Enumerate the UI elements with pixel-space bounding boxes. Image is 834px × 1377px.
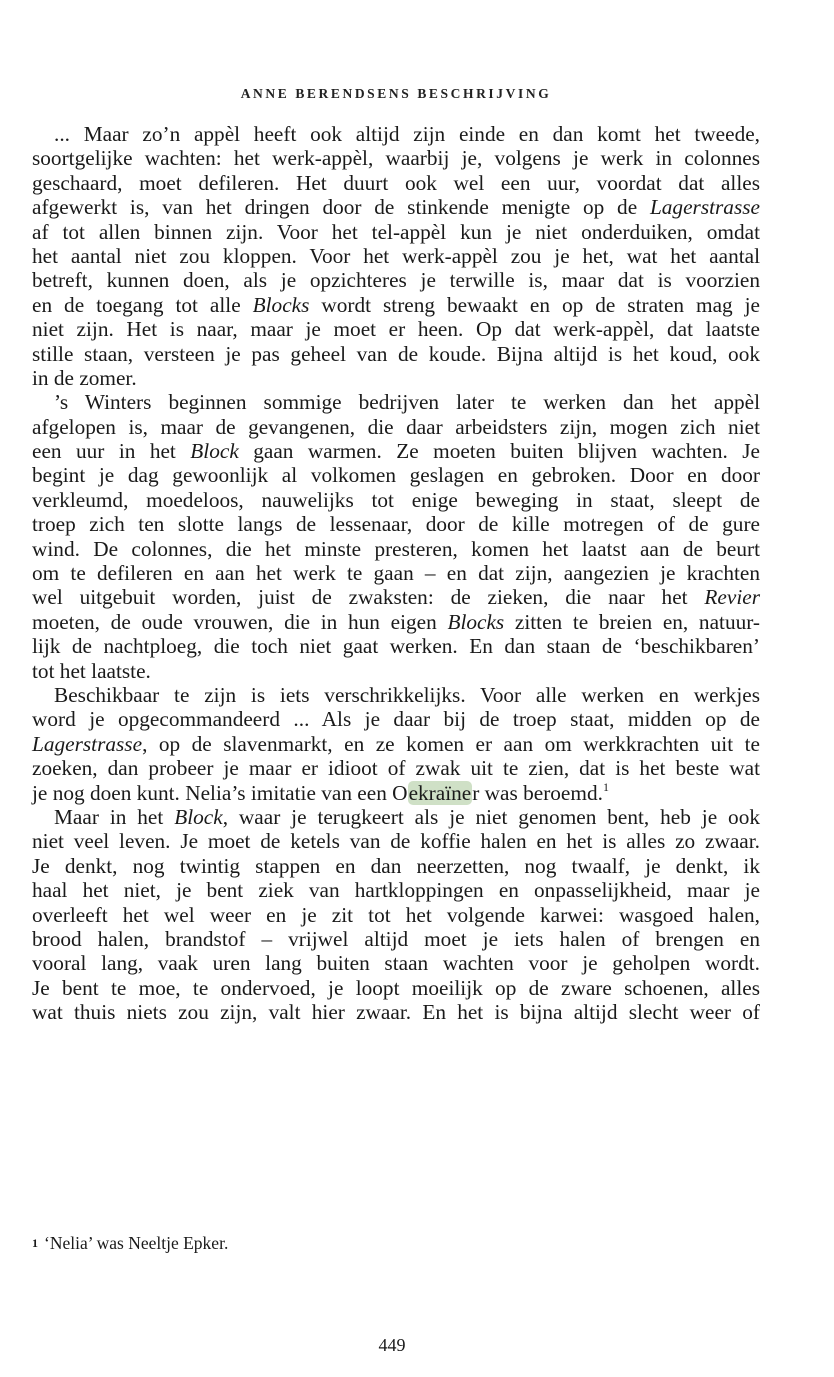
text-line <box>32 707 760 731</box>
text-line <box>32 585 760 609</box>
text-segment: troep zich ten slotte langs de lessenaar, door de kille motregen of de gure <box>32 512 760 537</box>
text-segment: stille staan, versteen je pas geheel van de koude. Bijna altijd is het koud, ook <box>32 341 760 366</box>
footnote-reference: 1 <box>602 779 609 794</box>
text-segment: af tot allen binnen zijn. Voor het tel-appèl kun je niet onderduiken, omdat <box>32 219 760 244</box>
text-line <box>32 634 760 658</box>
text-line <box>32 293 760 317</box>
text-line <box>32 390 760 414</box>
text-line <box>32 976 760 1000</box>
text-segment: vooral lang, vaak uren lang buiten staan wachten voor je geholpen wordt. <box>32 951 760 976</box>
text-line <box>32 610 760 634</box>
text-line <box>32 854 760 878</box>
text-line <box>32 439 760 463</box>
text-segment: wat thuis niets zou zijn, valt hier zwaar. En het is bijna altijd slecht weer of <box>32 1000 760 1025</box>
italic-term: Lagerstrasse <box>32 731 143 756</box>
italic-term: Blocks <box>447 609 505 634</box>
text-segment: brood halen, brandstof – vrijwel altijd moet je iets halen of brengen en <box>32 926 760 951</box>
text-segment: , op de slavenmarkt, en ze komen er aan om werkkrachten uit te <box>142 731 760 756</box>
italic-term: Lagerstrasse <box>649 195 760 220</box>
italic-term: Block <box>190 439 239 464</box>
text-line <box>32 488 760 512</box>
text-segment: je nog doen kunt. Nelia’s imitatie van een O <box>32 780 408 805</box>
text-line <box>32 732 760 756</box>
text-segment: ’s Winters beginnen sommige bedrijven later te werken dan het appèl <box>54 390 760 415</box>
text-segment: soortgelijke wachten: het werk-appèl, waarbij je, volgens je werk in colonnes <box>32 146 760 171</box>
footnote-text: ‘Nelia’ was Neeltje Epker. <box>44 1233 229 1253</box>
text-line <box>32 463 760 487</box>
footnote-mark: 1 <box>32 1236 38 1250</box>
text-line <box>32 317 760 341</box>
running-head: ANNE BERENDSENS BESCHRIJVING <box>240 86 552 101</box>
text-segment: moeten, de oude vrouwen, die in hun eigen <box>32 609 448 634</box>
text-segment: om te defileren en aan het werk te gaan – en dat zijn, aangezien je krachten <box>32 561 760 586</box>
text-segment: betreft, kunnen doen, als je opzichteres je terwille is, maar dat is voorzien <box>32 268 760 293</box>
text-line <box>32 146 760 170</box>
text-segment: zitten te breien en, natuur- <box>504 609 760 634</box>
text-line <box>32 927 760 951</box>
text-segment: afgelopen is, maar de gevangenen, die daar arbeidsters zijn, mogen zich niet <box>32 414 760 439</box>
text-segment: gaan warmen. Ze moeten buiten blijven wachten. Je <box>238 439 760 464</box>
text-segment: begint je dag gewoonlijk al volkomen geslagen en gebroken. Door en door <box>32 463 760 488</box>
text-segment: en de toegang tot alle <box>32 292 253 317</box>
text-line <box>32 195 760 219</box>
text-line <box>32 805 760 829</box>
text-segment: verkleumd, moedeloos, nauwelijks tot enige beweging in staat, sleept de <box>32 487 760 512</box>
text-line <box>32 683 760 707</box>
text-segment: afgewerkt is, van het dringen door de stinkende menigte op de <box>32 195 650 220</box>
italic-term: Revier <box>704 585 760 610</box>
text-segment: haal het niet, je bent ziek van hartkloppingen en onpasselijkheid, maar je <box>32 878 760 903</box>
text-segment: in de zomer. <box>32 365 137 390</box>
italic-term: Blocks <box>252 292 310 317</box>
text-line <box>32 415 760 439</box>
text-segment: Je bent te moe, te ondervoed, je loopt moeilijk op de zware schoenen, alles <box>32 975 760 1000</box>
text-segment: niet veel leven. Je moet de ketels van de koffie halen en het is alles zo zwaar. <box>32 829 760 854</box>
text-segment: overleeft het wel weer en je zit tot het volgende karwei: wasgoed halen, <box>32 902 760 927</box>
text-line <box>32 366 760 390</box>
text-line <box>32 342 760 366</box>
footnote <box>32 1233 228 1254</box>
text-segment: r was beroemd. <box>472 780 603 805</box>
text-segment: wind. De colonnes, die het minste presteren, komen het laatst aan de beurt <box>32 536 760 561</box>
text-line <box>32 1000 760 1024</box>
text-segment: Je denkt, nog twintig stappen en dan neerzetten, nog twaalf, je denkt, ik <box>32 853 760 878</box>
text-line <box>32 659 760 683</box>
text-line <box>32 171 760 195</box>
text-line <box>32 268 760 292</box>
text-line <box>32 829 760 853</box>
text-line <box>32 244 760 268</box>
text-line <box>32 220 760 244</box>
body-text <box>32 122 760 1024</box>
text-segment: wordt streng bewaakt en op de straten mag je <box>309 292 760 317</box>
text-segment: niet zijn. Het is naar, maar je moet er heen. Op dat werk-appèl, dat laatste <box>32 317 760 342</box>
text-segment: wel uitgebuit worden, juist de zwaksten: de zieken, die naar het <box>32 585 705 610</box>
text-line <box>32 122 760 146</box>
text-line <box>32 512 760 536</box>
text-line <box>32 537 760 561</box>
text-line <box>32 756 760 780</box>
italic-term: Block <box>174 804 223 829</box>
text-segment: tot het laatste. <box>32 658 151 683</box>
text-segment: word je opgecommandeerd ... Als je daar bij de troep staat, midden op de <box>32 707 760 732</box>
text-segment: Maar in het <box>54 804 175 829</box>
text-segment: ... Maar zo’n appèl heeft ook altijd zijn einde en dan komt het tweede, <box>54 122 760 146</box>
text-line <box>32 903 760 927</box>
text-line <box>32 951 760 975</box>
text-segment: , waar je terugkeert als je niet genomen bent, heb je ook <box>222 804 760 829</box>
page-number: 449 <box>378 1335 406 1355</box>
text-segment: het aantal niet zou kloppen. Voor het werk-appèl zou je het, wat het aantal <box>32 243 760 268</box>
highlighted-text: ekraïne <box>408 780 472 805</box>
text-segment: Beschikbaar te zijn is iets verschrikkelijks. Voor alle werken en werkjes <box>54 682 760 707</box>
text-segment: lijk de nachtploeg, die toch niet gaat werken. En dan staan de ‘beschikbaren’ <box>32 634 760 659</box>
text-line <box>32 561 760 585</box>
text-line <box>32 781 760 805</box>
text-line <box>32 878 760 902</box>
text-segment: geschaard, moet defileren. Het duurt ook wel een uur, voordat dat alles <box>32 170 760 195</box>
text-segment: zoeken, dan probeer je maar er idioot of zwak uit te zien, dat is het beste wat <box>32 756 760 781</box>
text-segment: een uur in het <box>32 439 191 464</box>
